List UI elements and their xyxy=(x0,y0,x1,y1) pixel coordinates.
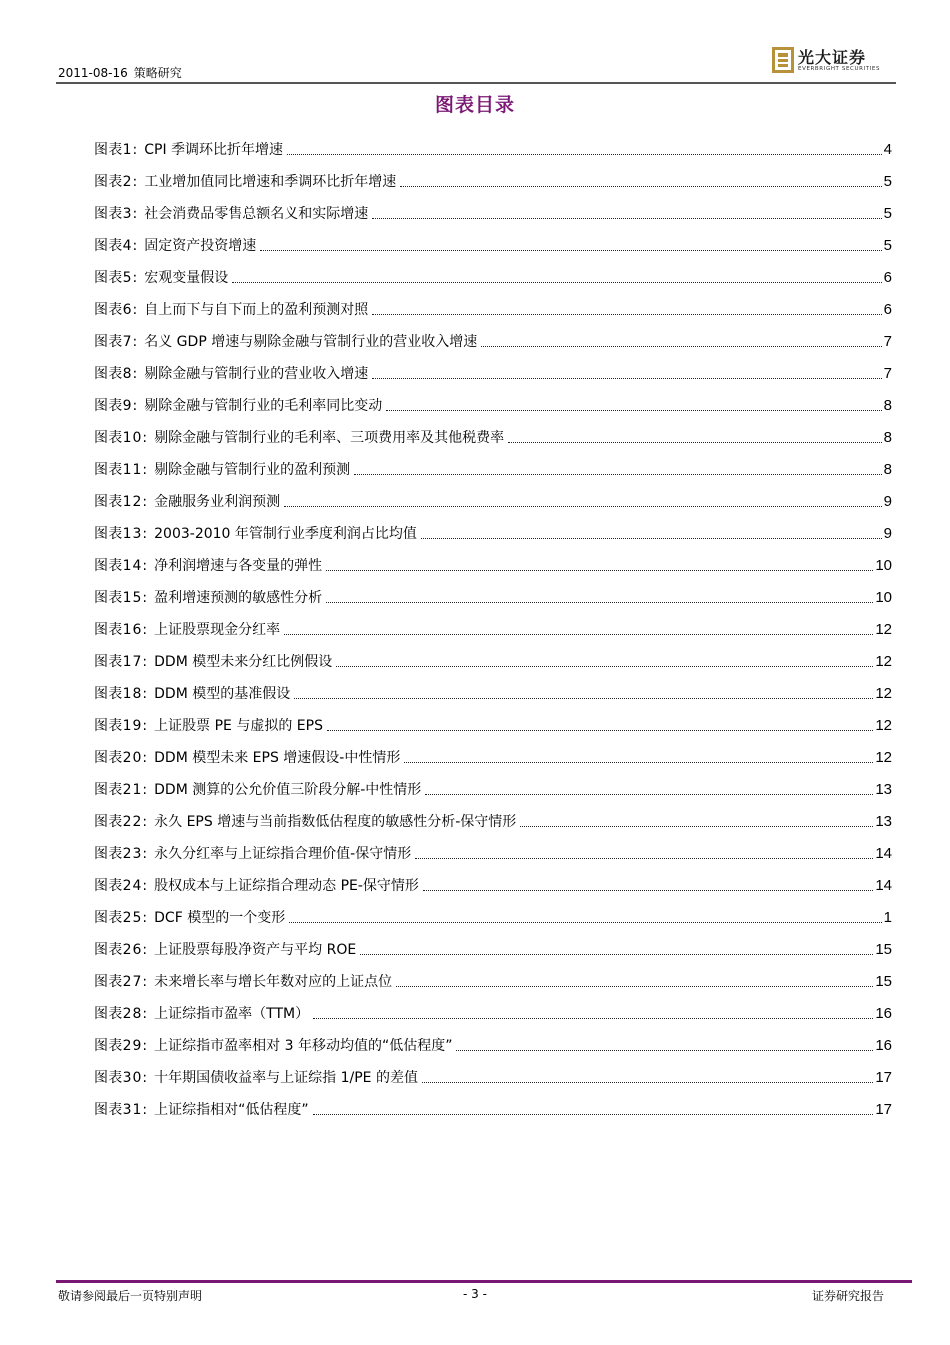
toc-entry-page: 9 xyxy=(883,493,892,510)
toc-entry[interactable] xyxy=(94,800,892,832)
toc-entry[interactable] xyxy=(94,704,892,736)
toc-entry-number: 14: xyxy=(122,558,149,574)
toc-entry-number: 1: xyxy=(122,142,139,158)
toc-entry-text: 永久分红率与上证综指合理价值-保守情形 xyxy=(154,846,412,862)
toc-entry-text: 剔除金融与管制行业的盈利预测 xyxy=(154,462,351,478)
toc-entry-label: 图表 xyxy=(94,1102,123,1118)
toc-entry[interactable] xyxy=(94,832,892,864)
toc-leader-dots xyxy=(336,666,873,667)
toc-entry-label: 图表 xyxy=(94,366,123,382)
toc-entry-label: 图表 xyxy=(94,942,123,958)
toc-entry-page: 5 xyxy=(883,205,892,222)
toc-leader-dots xyxy=(415,858,873,859)
page-number: - 3 - xyxy=(463,1287,487,1301)
toc-entry-number: 17: xyxy=(122,654,149,670)
footer-disclaimer: 敬请参阅最后一页特别声明 xyxy=(58,1289,203,1303)
toc-entry-label: 图表 xyxy=(94,430,123,446)
toc-entry[interactable] xyxy=(94,512,892,544)
toc-entry-label: 图表 xyxy=(94,526,123,542)
toc-entry-number: 22: xyxy=(122,814,149,830)
toc-entry-label: 图表 xyxy=(94,174,123,190)
toc-leader-dots xyxy=(232,282,881,283)
toc-entry-label: 图表 xyxy=(94,686,123,702)
toc-entry-page: 7 xyxy=(883,333,892,350)
toc-leader-dots xyxy=(287,154,882,155)
toc-entry-text: 上证股票 PE 与虚拟的 EPS xyxy=(154,718,323,734)
toc-entry-number: 20: xyxy=(122,750,149,766)
footer-divider xyxy=(56,1280,912,1283)
toc-entry-number: 4: xyxy=(122,238,139,254)
toc-entry[interactable] xyxy=(94,128,892,160)
toc-entry-page: 4 xyxy=(883,141,892,158)
toc-leader-dots xyxy=(520,826,873,827)
toc-leader-dots xyxy=(326,570,873,571)
toc-entry-page: 14 xyxy=(875,877,892,894)
toc-entry-page: 8 xyxy=(883,397,892,414)
toc-entry-number: 27: xyxy=(122,974,149,990)
toc-entry-number: 29: xyxy=(122,1038,149,1054)
toc-entry-page: 12 xyxy=(875,653,892,670)
toc-entry-text: DDM 模型未来分红比例假设 xyxy=(154,654,333,670)
toc-leader-dots xyxy=(326,602,873,603)
toc-entry-number: 18: xyxy=(122,686,149,702)
toc-entry-text: 社会消费品零售总额名义和实际增速 xyxy=(144,206,369,222)
toc-list xyxy=(94,128,892,1120)
toc-leader-dots xyxy=(481,346,881,347)
toc-entry[interactable] xyxy=(94,864,892,896)
toc-entry-text: DDM 测算的公允价值三阶段分解-中性情形 xyxy=(154,782,422,798)
toc-entry-number: 16: xyxy=(122,622,149,638)
toc-entry-label: 图表 xyxy=(94,494,123,510)
company-logo xyxy=(772,44,880,76)
toc-entry-number: 23: xyxy=(122,846,149,862)
toc-entry-text: 剔除金融与管制行业的营业收入增速 xyxy=(144,366,369,382)
toc-leader-dots xyxy=(404,762,873,763)
toc-entry-label: 图表 xyxy=(94,910,123,926)
toc-leader-dots xyxy=(425,794,873,795)
toc-leader-dots xyxy=(313,1114,874,1115)
toc-entry-page: 6 xyxy=(883,301,892,318)
toc-entry-text: DCF 模型的一个变形 xyxy=(154,910,286,926)
toc-entry-page: 15 xyxy=(875,973,892,990)
toc-entry-page: 1 xyxy=(883,909,892,926)
toc-leader-dots xyxy=(284,506,882,507)
toc-entry-number: 6: xyxy=(122,302,139,318)
toc-entry[interactable] xyxy=(94,736,892,768)
toc-leader-dots xyxy=(372,218,881,219)
toc-entry-label: 图表 xyxy=(94,590,123,606)
toc-entry-number: 5: xyxy=(122,270,139,286)
toc-entry-number: 21: xyxy=(122,782,149,798)
toc-entry[interactable] xyxy=(94,640,892,672)
toc-entry-label: 图表 xyxy=(94,558,123,574)
toc-entry-page: 7 xyxy=(883,365,892,382)
header-divider xyxy=(56,82,896,84)
toc-entry[interactable] xyxy=(94,576,892,608)
toc-leader-dots xyxy=(386,410,881,411)
toc-entry-text: 固定资产投资增速 xyxy=(144,238,257,254)
toc-entry-text: 宏观变量假设 xyxy=(144,270,229,286)
toc-entry-page: 10 xyxy=(875,589,892,606)
toc-entry-label: 图表 xyxy=(94,814,123,830)
logo-text-cn: 光大证券 xyxy=(798,48,867,67)
toc-entry-number: 15: xyxy=(122,590,149,606)
toc-leader-dots xyxy=(354,474,882,475)
toc-entry-page: 10 xyxy=(875,557,892,574)
toc-leader-dots xyxy=(360,954,873,955)
toc-entry-label: 图表 xyxy=(94,334,123,350)
toc-entry-text: 上证综指相对“低估程度” xyxy=(154,1102,309,1118)
toc-leader-dots xyxy=(284,634,873,635)
toc-entry-text: DDM 模型的基准假设 xyxy=(154,686,291,702)
toc-entry-text: 上证综指市盈率相对 3 年移动均值的“低估程度” xyxy=(154,1038,453,1054)
toc-entry-page: 6 xyxy=(883,269,892,286)
toc-entry[interactable] xyxy=(94,224,892,256)
toc-entry-number: 31: xyxy=(122,1102,149,1118)
toc-entry-text: CPI 季调环比折年增速 xyxy=(144,142,284,158)
toc-entry-page: 12 xyxy=(875,621,892,638)
header-meta xyxy=(58,64,188,81)
toc-entry-label: 图表 xyxy=(94,398,123,414)
toc-entry-text: 股权成本与上证综指合理动态 PE-保守情形 xyxy=(154,878,419,894)
toc-leader-dots xyxy=(260,250,881,251)
toc-entry-page: 16 xyxy=(875,1037,892,1054)
toc-entry[interactable] xyxy=(94,1056,892,1088)
toc-entry-label: 图表 xyxy=(94,238,123,254)
toc-entry[interactable] xyxy=(94,288,892,320)
toc-entry-label: 图表 xyxy=(94,462,123,478)
toc-entry-page: 12 xyxy=(875,749,892,766)
toc-entry-number: 30: xyxy=(122,1070,149,1086)
toc-entry-page: 8 xyxy=(883,429,892,446)
toc-entry-text: 剔除金融与管制行业的毛利率同比变动 xyxy=(144,398,383,414)
toc-leader-dots xyxy=(396,986,873,987)
toc-entry-page: 9 xyxy=(883,525,892,542)
toc-entry-text: 2003-2010 年管制行业季度利润占比均值 xyxy=(154,526,417,542)
toc-entry-page: 12 xyxy=(875,685,892,702)
toc-entry-page: 17 xyxy=(875,1069,892,1086)
toc-entry-text: 金融服务业利润预测 xyxy=(154,494,281,510)
toc-entry-page: 17 xyxy=(875,1101,892,1118)
toc-entry-number: 2: xyxy=(122,174,139,190)
toc-entry[interactable] xyxy=(94,320,892,352)
toc-entry-text: 自上而下与自下而上的盈利预测对照 xyxy=(144,302,369,318)
toc-entry-text: 上证股票现金分红率 xyxy=(154,622,281,638)
toc-entry-page: 5 xyxy=(883,173,892,190)
toc-entry-label: 图表 xyxy=(94,1006,123,1022)
toc-entry[interactable] xyxy=(94,992,892,1024)
toc-entry-number: 19: xyxy=(122,718,149,734)
toc-entry-text: 上证股票每股净资产与平均 ROE xyxy=(154,942,357,958)
toc-entry-number: 7: xyxy=(122,334,139,350)
toc-entry[interactable] xyxy=(94,192,892,224)
toc-entry[interactable] xyxy=(94,352,892,384)
toc-entry[interactable] xyxy=(94,384,892,416)
logo-text-en: EVERBRIGHT SECURITIES xyxy=(798,66,881,72)
toc-entry[interactable] xyxy=(94,256,892,288)
toc-entry-text: 盈利增速预测的敏感性分析 xyxy=(154,590,323,606)
toc-entry[interactable] xyxy=(94,672,892,704)
toc-entry[interactable] xyxy=(94,544,892,576)
toc-entry-text: 十年期国债收益率与上证综指 1/PE 的差值 xyxy=(154,1070,418,1086)
toc-entry[interactable] xyxy=(94,480,892,512)
toc-entry[interactable] xyxy=(94,1088,892,1120)
toc-entry-label: 图表 xyxy=(94,654,123,670)
toc-entry[interactable] xyxy=(94,608,892,640)
toc-entry[interactable] xyxy=(94,768,892,800)
toc-leader-dots xyxy=(456,1050,873,1051)
toc-entry-label: 图表 xyxy=(94,142,123,158)
toc-leader-dots xyxy=(372,314,881,315)
toc-entry-page: 13 xyxy=(875,781,892,798)
toc-entry-label: 图表 xyxy=(94,270,123,286)
toc-title: 图表目录 xyxy=(434,94,515,116)
toc-entry-number: 25: xyxy=(122,910,149,926)
toc-entry-number: 8: xyxy=(122,366,139,382)
footer-report-type: 证券研究报告 xyxy=(811,1289,884,1303)
toc-entry-number: 10: xyxy=(122,430,149,446)
toc-entry-number: 12: xyxy=(122,494,149,510)
toc-entry-text: 工业增加值同比增速和季调环比折年增速 xyxy=(144,174,397,190)
toc-entry-label: 图表 xyxy=(94,846,123,862)
report-category: 策略研究 xyxy=(133,66,182,80)
toc-entry-label: 图表 xyxy=(94,206,123,222)
toc-entry-text: 剔除金融与管制行业的毛利率、三项费用率及其他税费率 xyxy=(154,430,505,446)
toc-entry[interactable] xyxy=(94,416,892,448)
toc-entry-number: 26: xyxy=(122,942,149,958)
toc-entry-page: 14 xyxy=(875,845,892,862)
toc-entry-label: 图表 xyxy=(94,1070,123,1086)
toc-entry-label: 图表 xyxy=(94,718,123,734)
toc-leader-dots xyxy=(400,186,881,187)
toc-entry-page: 8 xyxy=(883,461,892,478)
toc-entry-number: 3: xyxy=(122,206,139,222)
toc-leader-dots xyxy=(372,378,881,379)
toc-entry-label: 图表 xyxy=(94,1038,123,1054)
toc-entry[interactable] xyxy=(94,160,892,192)
toc-entry-text: 永久 EPS 增速与当前指数低估程度的敏感性分析-保守情形 xyxy=(154,814,517,830)
logo-mark-icon xyxy=(772,47,794,73)
toc-leader-dots xyxy=(423,890,873,891)
toc-entry-text: 未来增长率与增长年数对应的上证点位 xyxy=(154,974,393,990)
toc-entry[interactable] xyxy=(94,960,892,992)
toc-leader-dots xyxy=(421,538,882,539)
toc-entry[interactable] xyxy=(94,928,892,960)
toc-entry[interactable] xyxy=(94,896,892,928)
toc-entry-page: 15 xyxy=(875,941,892,958)
toc-entry-page: 12 xyxy=(875,717,892,734)
toc-entry-number: 24: xyxy=(122,878,149,894)
toc-leader-dots xyxy=(313,1018,873,1019)
toc-leader-dots xyxy=(422,1082,873,1083)
toc-entry-label: 图表 xyxy=(94,302,123,318)
toc-leader-dots xyxy=(289,922,881,923)
toc-entry-label: 图表 xyxy=(94,878,123,894)
toc-entry-number: 11: xyxy=(122,462,149,478)
toc-entry-number: 28: xyxy=(122,1006,149,1022)
toc-entry[interactable] xyxy=(94,1024,892,1056)
toc-entry-text: 名义 GDP 增速与剔除金融与管制行业的营业收入增速 xyxy=(144,334,478,350)
toc-leader-dots xyxy=(508,442,882,443)
toc-entry-text: 净利润增速与各变量的弹性 xyxy=(154,558,323,574)
toc-entry-page: 16 xyxy=(875,1005,892,1022)
toc-leader-dots xyxy=(294,698,873,699)
toc-entry-label: 图表 xyxy=(94,622,123,638)
toc-entry-page: 13 xyxy=(875,813,892,830)
toc-entry-page: 5 xyxy=(883,237,892,254)
toc-entry-label: 图表 xyxy=(94,750,123,766)
toc-entry-label: 图表 xyxy=(94,974,123,990)
report-date: 2011-08-16 xyxy=(58,66,128,80)
toc-entry-number: 9: xyxy=(122,398,139,414)
toc-entry-number: 13: xyxy=(122,526,149,542)
toc-leader-dots xyxy=(327,730,873,731)
toc-entry-text: 上证综指市盈率（TTM） xyxy=(154,1006,310,1022)
toc-entry-label: 图表 xyxy=(94,782,123,798)
toc-entry[interactable] xyxy=(94,448,892,480)
toc-entry-text: DDM 模型未来 EPS 增速假设-中性情形 xyxy=(154,750,401,766)
